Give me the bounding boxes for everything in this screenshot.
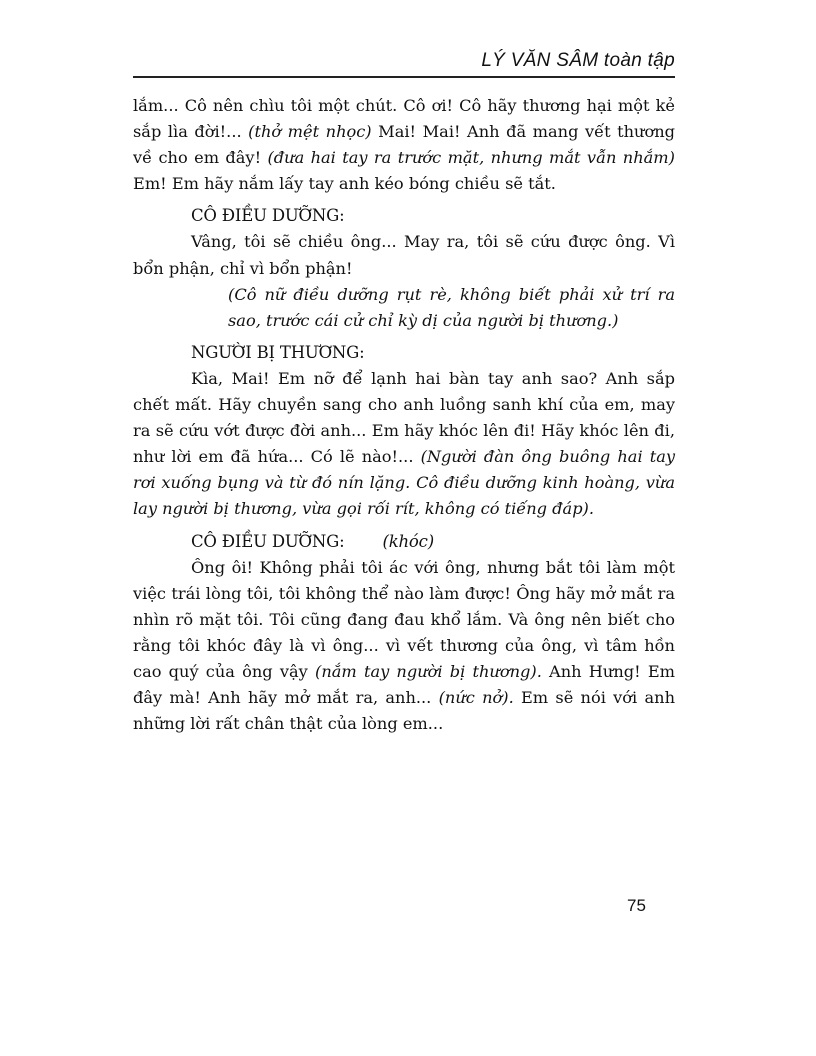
stage-direction-inline: (nức nở).	[438, 688, 514, 708]
speaker-name: NGƯỜI BỊ THƯƠNG:	[191, 342, 365, 362]
stage-direction: (Cô nữ điều dưỡng rụt rè, không biết phải xử trí ra sao, trước cái cử chỉ kỳ dị của người bị thương.)	[228, 284, 675, 330]
running-header	[133, 50, 675, 78]
stage-direction-inline: (đưa hai tay ra trước mặt, nhưng mắt vẫn nhắm)	[267, 148, 675, 168]
dialogue-paragraph	[133, 555, 675, 738]
page-body	[133, 93, 675, 737]
dialogue-text: Em sẽ nói với anh những lời rất chân thật của lòng em...	[133, 688, 675, 734]
stage-direction-inline: (Người đàn ông buông hai tay rơi xuống bụng và từ đó nín lặng. Cô điều dưỡng kinh hoàng, vừa lay người bị thương, vừa gọi rối rít, không có tiếng đáp).	[133, 447, 676, 519]
dialogue-paragraph	[133, 229, 675, 281]
book-title: LÝ VĂN SÂM toàn tập	[481, 50, 675, 71]
dialogue-text: Em! Em hãy nắm lấy tay anh kéo bóng chiều sẽ tắt.	[133, 174, 556, 194]
speaker-name: CÔ ĐIỀU DƯỠNG:	[191, 206, 345, 226]
dialogue-text: Anh Hưng! Em đây mà! Anh hãy mở mắt ra, anh...	[133, 661, 675, 708]
dialogue-text: lắm... Cô nên chìu tôi một chút. Cô ơi! Cô hãy thương hại một kẻ sắp lìa đời!...	[133, 96, 675, 142]
paragraph-continued	[133, 93, 675, 197]
stage-direction-inline: (thở mệt nhọc)	[248, 122, 372, 142]
dialogue-text: Mai! Mai! Anh đã mang vết thương về cho em đây!	[133, 122, 675, 168]
dialogue-text: Ông ôi! Không phải tôi ác với ông, nhưng bắt tôi làm một việc trái lòng tôi, tôi không thể nào làm được! Ông hãy mở mắt ra nhìn rõ mặt tôi. Tôi cũng đang đau khổ lắm. Và ông nên biết cho rằng tôi khóc đây là vì ông... vì vết thương của ông, vì tâm hồn cao quý của ông vậy	[133, 557, 675, 681]
dialogue-text: Vâng, tôi sẽ chiều ông... May ra, tôi sẽ cứu được ông. Vì bổn phận, chỉ vì bổn phận!	[133, 232, 675, 278]
stage-direction-inline: (nắm tay người bị thương).	[315, 661, 542, 681]
dialogue-text: Kìa, Mai! Em nỡ để lạnh hai bàn tay anh sao? Anh sắp chết mất. Hãy chuyền sang cho anh luồng sanh khí của em, may ra sẽ cứu vớt được đời anh... Em hãy khóc lên đi! Hãy khóc lên đi, như lời em đã hứa... Có lẽ nào!...	[133, 368, 675, 467]
speaker-direction: (khóc)	[382, 531, 434, 551]
page-number: 75	[627, 896, 646, 915]
speaker-name: CÔ ĐIỀU DƯỠNG:	[191, 531, 345, 551]
speaker-line	[191, 529, 675, 555]
dialogue-paragraph	[133, 366, 675, 523]
